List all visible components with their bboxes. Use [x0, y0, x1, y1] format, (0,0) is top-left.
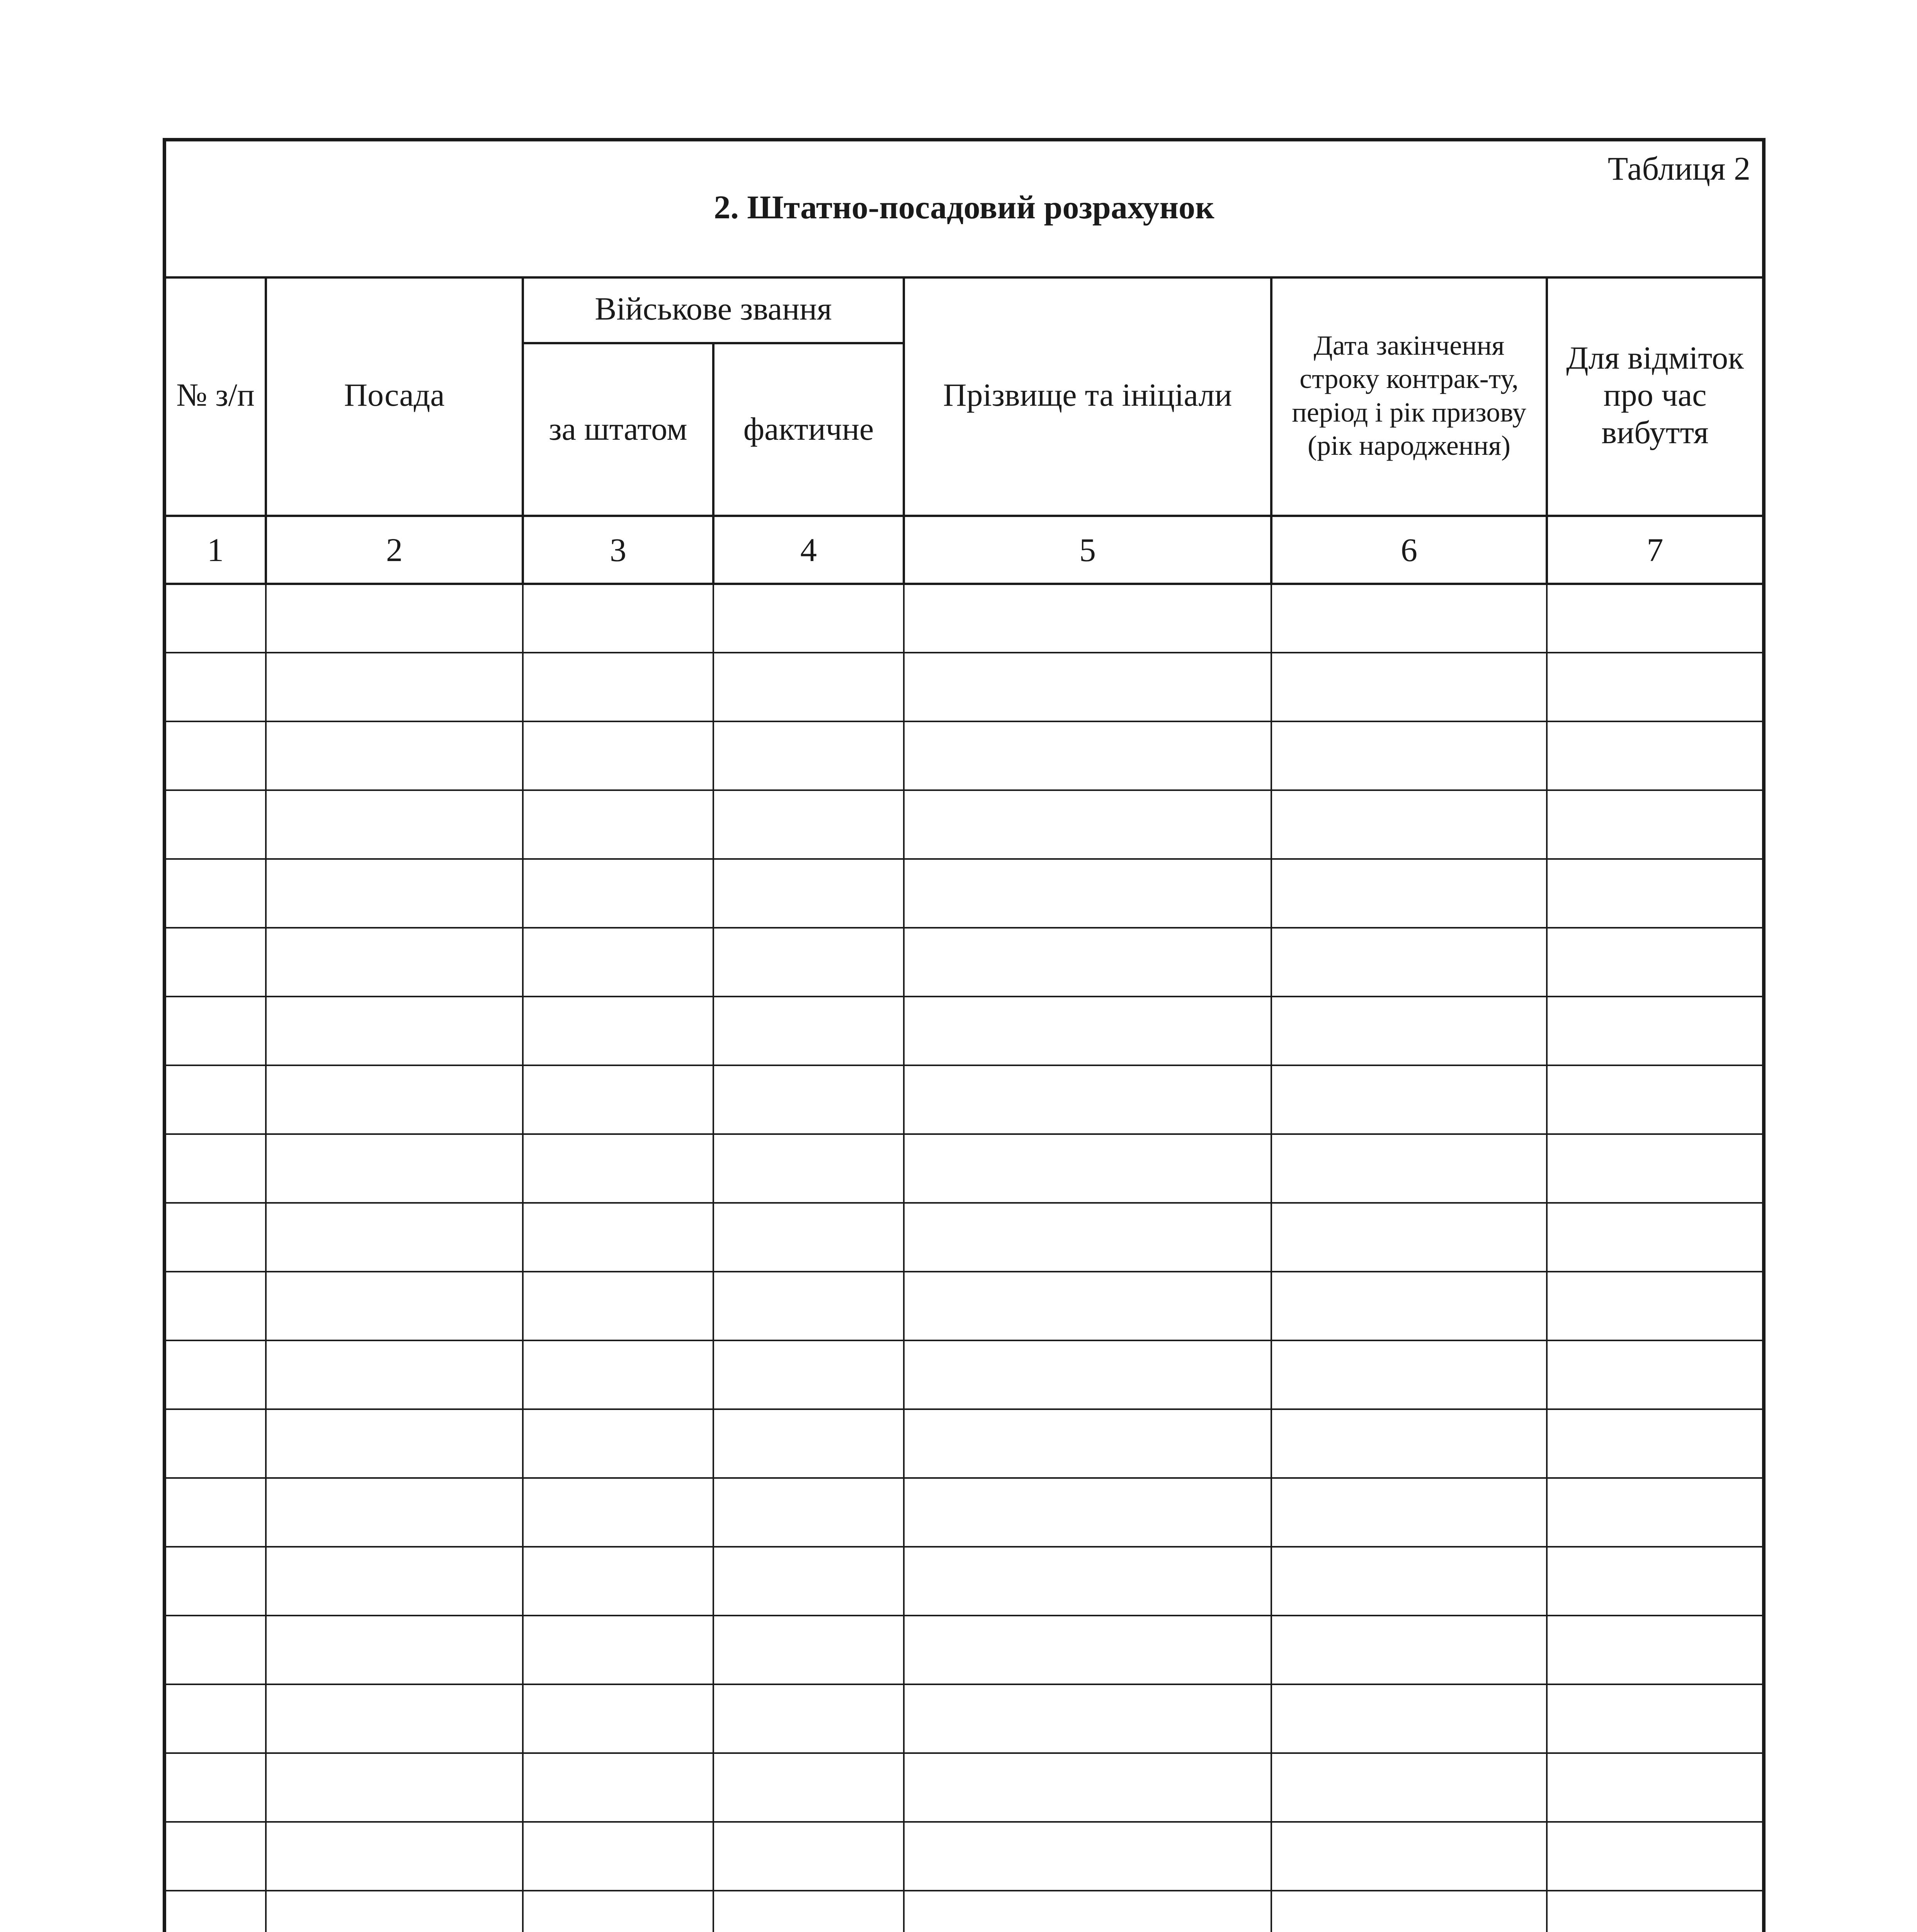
table-row: [166, 997, 1762, 1065]
table-cell[interactable]: [266, 928, 523, 997]
table-cell[interactable]: [266, 1822, 523, 1891]
table-cell[interactable]: [904, 859, 1271, 928]
table-cell[interactable]: [266, 859, 523, 928]
table-cell[interactable]: [1547, 997, 1762, 1065]
table-cell[interactable]: [1547, 1684, 1762, 1753]
table-cell[interactable]: [266, 584, 523, 653]
table-row: [166, 790, 1762, 859]
table-cell[interactable]: [904, 1547, 1271, 1616]
table-cell[interactable]: [523, 1065, 713, 1134]
table-cell[interactable]: [266, 1753, 523, 1822]
column-number: 7: [1547, 516, 1762, 584]
staffing-table: [166, 276, 1762, 1932]
table-cell[interactable]: [266, 1616, 523, 1684]
table-cell[interactable]: [523, 1822, 713, 1891]
table-row: [166, 1065, 1762, 1134]
table-cell[interactable]: [1547, 1409, 1762, 1478]
table-cell[interactable]: [904, 653, 1271, 721]
table-cell[interactable]: [523, 1753, 713, 1822]
table-cell[interactable]: [1547, 1272, 1762, 1340]
table-cell[interactable]: [166, 1134, 266, 1203]
table-cell[interactable]: [523, 790, 713, 859]
table-cell[interactable]: [1271, 997, 1547, 1065]
table-cell[interactable]: [266, 790, 523, 859]
table-cell[interactable]: [904, 997, 1271, 1065]
table-cell[interactable]: [266, 1134, 523, 1203]
table-cell[interactable]: [523, 584, 713, 653]
table-cell[interactable]: [166, 1065, 266, 1134]
table-cell[interactable]: [904, 1753, 1271, 1822]
table-cell[interactable]: [523, 1340, 713, 1409]
table-cell[interactable]: [1271, 1203, 1547, 1272]
table-cell[interactable]: [166, 859, 266, 928]
table-cell[interactable]: [904, 1684, 1271, 1753]
table-row: [166, 1547, 1762, 1616]
table-cell[interactable]: [904, 584, 1271, 653]
table-cell[interactable]: [904, 1891, 1271, 1932]
table-cell[interactable]: [523, 1616, 713, 1684]
header-name: Прізвище та ініціали: [904, 276, 1271, 516]
table-row: [166, 1478, 1762, 1547]
table-cell[interactable]: [1271, 1134, 1547, 1203]
table-cell[interactable]: [1271, 1478, 1547, 1547]
table-cell[interactable]: [904, 1616, 1271, 1684]
table-cell[interactable]: [713, 1616, 904, 1684]
table-cell[interactable]: [713, 1409, 904, 1478]
table-cell[interactable]: [523, 721, 713, 790]
table-cell[interactable]: [1271, 1065, 1547, 1134]
table-cell[interactable]: [1271, 1822, 1547, 1891]
table-cell[interactable]: [713, 1684, 904, 1753]
table-cell[interactable]: [1547, 584, 1762, 653]
table-cell[interactable]: [166, 1478, 266, 1547]
table-cell[interactable]: [1547, 1134, 1762, 1203]
table-row: [166, 1891, 1762, 1932]
table-cell[interactable]: [904, 1478, 1271, 1547]
table-header-band: [166, 141, 1762, 279]
table-cell[interactable]: [904, 1272, 1271, 1340]
table-row: [166, 1340, 1762, 1409]
table-cell[interactable]: [713, 1547, 904, 1616]
table-body: [166, 584, 1762, 1932]
table-cell[interactable]: [523, 1684, 713, 1753]
table-cell[interactable]: [1547, 1065, 1762, 1134]
table-cell[interactable]: [166, 584, 266, 653]
table-cell[interactable]: [904, 1134, 1271, 1203]
table-cell[interactable]: [713, 1340, 904, 1409]
table-title: 2. Штатно-посадовий розрахунок: [714, 189, 1214, 226]
column-number: 1: [166, 516, 266, 584]
table-cell[interactable]: [713, 859, 904, 928]
table-cell[interactable]: [713, 1753, 904, 1822]
table-cell[interactable]: [166, 1822, 266, 1891]
table-cell[interactable]: [166, 1684, 266, 1753]
table-row: [166, 584, 1762, 653]
column-number: 3: [523, 516, 713, 584]
table-cell[interactable]: [523, 1409, 713, 1478]
table-cell[interactable]: [166, 1409, 266, 1478]
table-row: [166, 653, 1762, 721]
table-cell[interactable]: [1271, 1340, 1547, 1409]
table-cell[interactable]: [166, 1753, 266, 1822]
table-cell[interactable]: [1547, 1822, 1762, 1891]
column-number: 6: [1271, 516, 1547, 584]
table-cell[interactable]: [523, 1134, 713, 1203]
table-cell[interactable]: [266, 653, 523, 721]
table-cell[interactable]: [713, 653, 904, 721]
table-number: Таблиця 2: [1607, 150, 1750, 187]
table-cell[interactable]: [266, 1065, 523, 1134]
table-cell[interactable]: [713, 997, 904, 1065]
table-cell[interactable]: [523, 1478, 713, 1547]
staffing-form: [163, 138, 1766, 1932]
table-cell[interactable]: [1547, 653, 1762, 721]
table-cell[interactable]: [904, 1065, 1271, 1134]
table-cell[interactable]: [904, 928, 1271, 997]
table-cell[interactable]: [266, 1272, 523, 1340]
table-cell[interactable]: [1271, 859, 1547, 928]
table-cell[interactable]: [1271, 1409, 1547, 1478]
table-row: [166, 928, 1762, 997]
header-military-rank: Військове звання: [523, 276, 904, 343]
table-cell[interactable]: [166, 997, 266, 1065]
table-cell[interactable]: [166, 653, 266, 721]
table-cell[interactable]: [1271, 928, 1547, 997]
table-cell[interactable]: [713, 1478, 904, 1547]
table-row: [166, 1134, 1762, 1203]
table-cell[interactable]: [1547, 1547, 1762, 1616]
table-row: [166, 721, 1762, 790]
table-cell[interactable]: [1271, 1684, 1547, 1753]
table-cell[interactable]: [1547, 1478, 1762, 1547]
table-cell[interactable]: [166, 721, 266, 790]
table-cell[interactable]: [523, 1203, 713, 1272]
table-cell[interactable]: [166, 1891, 266, 1932]
header-notes: Для відміток про час вибуття: [1547, 276, 1762, 516]
table-cell[interactable]: [166, 1203, 266, 1272]
table-cell[interactable]: [266, 1891, 523, 1932]
table-row: [166, 1272, 1762, 1340]
table-cell[interactable]: [904, 721, 1271, 790]
table-cell[interactable]: [904, 1203, 1271, 1272]
table-cell[interactable]: [523, 653, 713, 721]
table-cell[interactable]: [713, 1891, 904, 1932]
table-cell[interactable]: [523, 1891, 713, 1932]
table-cell[interactable]: [1271, 584, 1547, 653]
table-cell[interactable]: [523, 1547, 713, 1616]
table-cell[interactable]: [1547, 1891, 1762, 1932]
table-cell[interactable]: [1271, 1753, 1547, 1822]
table-cell[interactable]: [713, 928, 904, 997]
table-cell[interactable]: [1547, 859, 1762, 928]
header-number: № з/п: [166, 276, 266, 516]
table-cell[interactable]: [1271, 1547, 1547, 1616]
table-row: [166, 1203, 1762, 1272]
table-cell[interactable]: [266, 1684, 523, 1753]
table-cell[interactable]: [523, 928, 713, 997]
table-row: [166, 1684, 1762, 1753]
column-number: 4: [713, 516, 904, 584]
table-cell[interactable]: [266, 997, 523, 1065]
table-cell[interactable]: [166, 790, 266, 859]
table-cell[interactable]: [1271, 1616, 1547, 1684]
table-cell[interactable]: [266, 1409, 523, 1478]
table-cell[interactable]: [1547, 1340, 1762, 1409]
table-cell[interactable]: [1547, 1203, 1762, 1272]
table-cell[interactable]: [904, 1822, 1271, 1891]
column-number-row: [166, 516, 1762, 584]
table-cell[interactable]: [713, 721, 904, 790]
table-cell[interactable]: [266, 1203, 523, 1272]
table-row: [166, 859, 1762, 928]
table-cell[interactable]: [523, 859, 713, 928]
header-position: Посада: [266, 276, 523, 516]
column-number: 2: [266, 516, 523, 584]
table-row: [166, 1753, 1762, 1822]
table-cell[interactable]: [166, 1547, 266, 1616]
table-cell[interactable]: [904, 1340, 1271, 1409]
table-cell[interactable]: [1547, 790, 1762, 859]
table-row: [166, 1409, 1762, 1478]
table-cell[interactable]: [713, 1203, 904, 1272]
table-cell[interactable]: [1547, 721, 1762, 790]
table-cell[interactable]: [713, 1822, 904, 1891]
table-cell[interactable]: [713, 584, 904, 653]
table-cell[interactable]: [713, 1272, 904, 1340]
table-cell[interactable]: [1271, 1891, 1547, 1932]
table-cell[interactable]: [1271, 721, 1547, 790]
header-contract: Дата закінчення строку контрак-ту, період і рік призову (рік народження): [1271, 276, 1547, 516]
table-cell[interactable]: [523, 1272, 713, 1340]
table-cell[interactable]: [1547, 928, 1762, 997]
table-row: [166, 1616, 1762, 1684]
header-rank-actual: фактичне: [713, 343, 904, 516]
table-cell[interactable]: [166, 1272, 266, 1340]
table-cell[interactable]: [1547, 1616, 1762, 1684]
header-rank-by-staff: за штатом: [523, 343, 713, 516]
table-cell[interactable]: [166, 928, 266, 997]
table-cell[interactable]: [523, 997, 713, 1065]
table-cell[interactable]: [713, 790, 904, 859]
table-cell[interactable]: [904, 1409, 1271, 1478]
table-cell[interactable]: [1271, 790, 1547, 859]
table-cell[interactable]: [713, 1134, 904, 1203]
table-cell[interactable]: [904, 790, 1271, 859]
table-cell[interactable]: [1547, 1753, 1762, 1822]
table-cell[interactable]: [1271, 653, 1547, 721]
table-cell[interactable]: [166, 1616, 266, 1684]
table-cell[interactable]: [266, 1478, 523, 1547]
table-cell[interactable]: [1271, 1272, 1547, 1340]
table-row: [166, 1822, 1762, 1891]
table-cell[interactable]: [266, 1547, 523, 1616]
table-cell[interactable]: [266, 721, 523, 790]
table-cell[interactable]: [166, 1340, 266, 1409]
table-cell[interactable]: [266, 1340, 523, 1409]
table-cell[interactable]: [713, 1065, 904, 1134]
column-number: 5: [904, 516, 1271, 584]
